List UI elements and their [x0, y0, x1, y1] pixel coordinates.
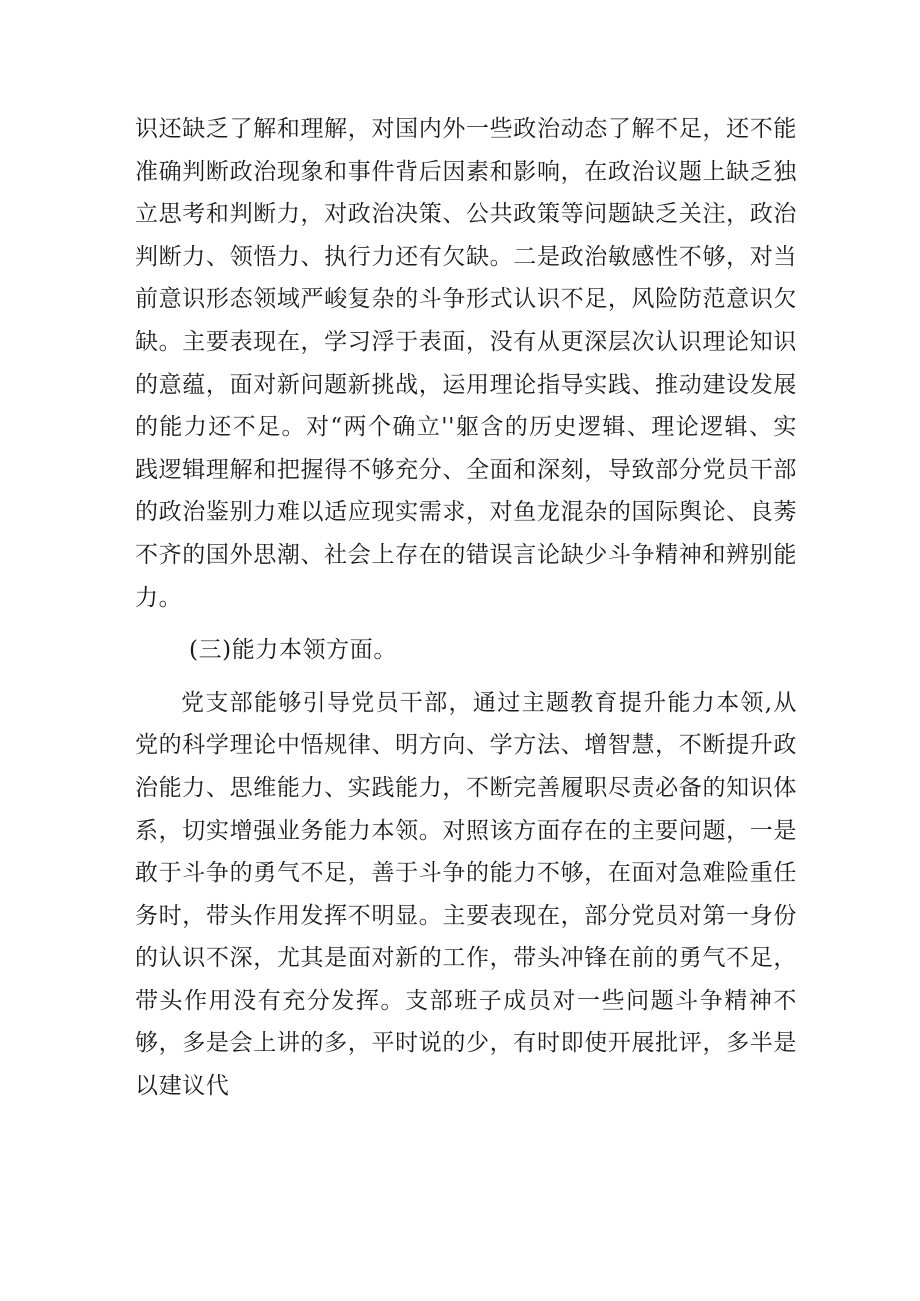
- section-heading: (三)能力本领方面。: [189, 637, 397, 664]
- paragraph-section-3: 党支部能够引导党员干部，通过主题教育提升能力本领,从党的科学理论中悟规律、明方向、学方法、增智慧，不断提升政治能力、思维能力、实践能力，不断完善履职尽责必备的知识体系，切实增强业务能力本领。对照该方面存在的主要问题，一是敢于斗争的勇气不足，善于斗争的能力不够，在面对急难险重任务时，带头作用发挥不明显。主要表现在，部分党员对第一身份的认识不深，尤其是面对新的工作，带头冲锋在前的勇气不足，带头作用没有充分发挥。支部班子成员对一些问题斗争精神不够，多是会上讲的多，平时说的少，有时即使开展批评，多半是以建议代: [135, 689, 797, 1100]
- paragraph-continued: 识还缺乏了解和理解，对国内外一些政治动态了解不足，还不能准确判断政治现象和事件背后因素和影响，在政治议题上缺乏独立思考和判断力，对政治决策、公共政策等问题缺乏关注，政治判断力、领悟力、执行力还有欠缺。二是政治敏感性不够，对当前意识形态领域严峻复杂的斗争形式认识不足，风险防范意识欠缺。主要表现在，学习浮于表面，没有从更深层次认识理论知识的意蕴，面对新问题新挑战，运用理论指导实践、推动建设发展的能力还不足。对“两个确立''躯含的历史逻辑、理论逻辑、实践逻辑理解和把握得不够充分、全面和深刻，导致部分党员干部的政治鉴别力难以适应现实需求，对鱼龙混杂的国际舆论、良莠不齐的国外思潮、社会上存在的错误言论缺少斗争精神和辨别能力。: [135, 116, 797, 611]
- document-body: [135, 108, 797, 1108]
